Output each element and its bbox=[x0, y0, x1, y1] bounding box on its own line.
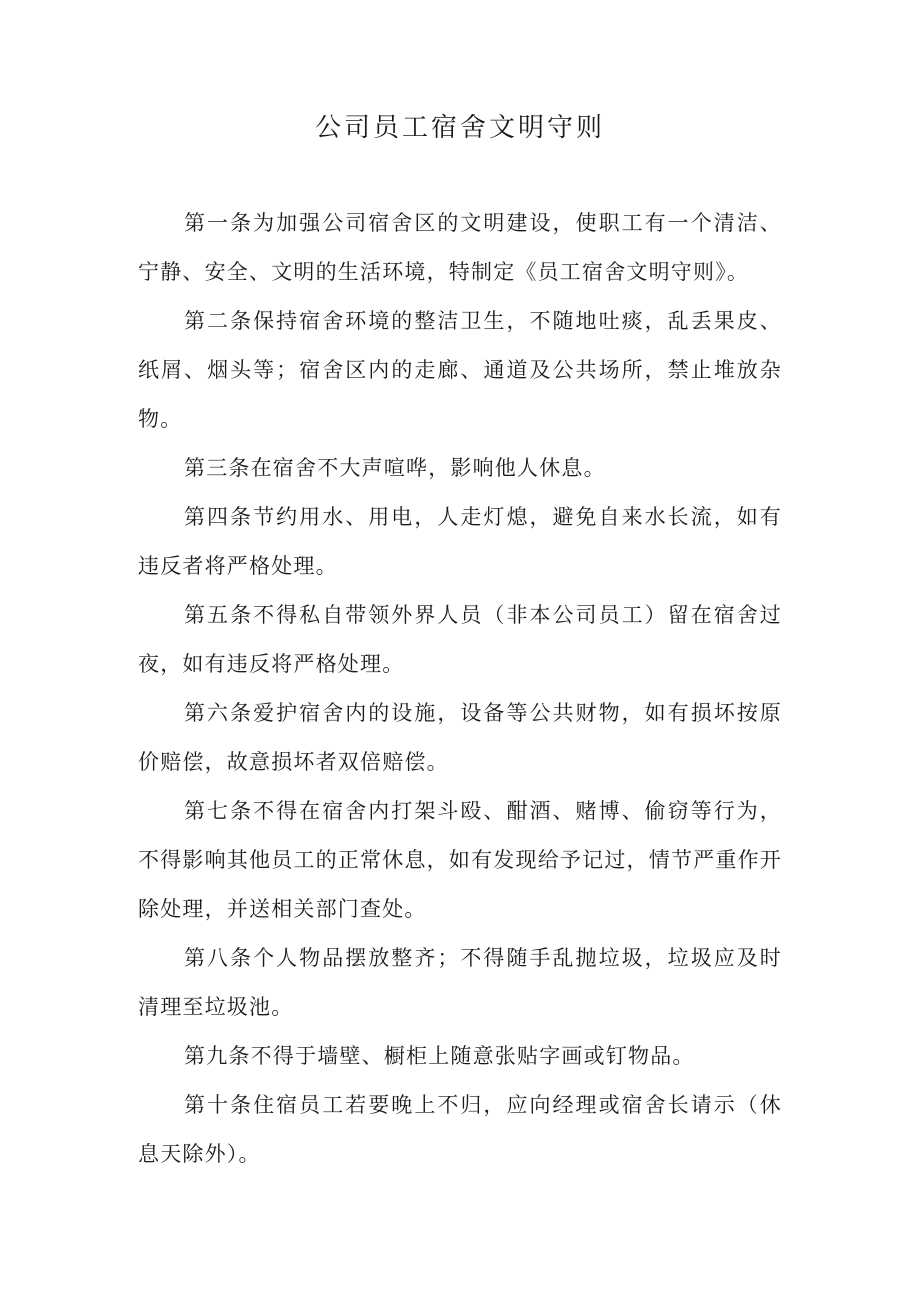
clause-10: 第十条住宿员工若要晚上不归，应向经理或宿舍长请示（休息天除外）。 bbox=[138, 1093, 782, 1166]
clause-5: 第五条不得私自带领外界人员（非本公司员工）留在宿舍过夜，如有违反将严格处理。 bbox=[138, 603, 782, 676]
clause-9: 第九条不得于墙壁、橱柜上随意张贴字画或钉物品。 bbox=[184, 1044, 695, 1068]
clause-2: 第二条保持宿舍环境的整洁卫生，不随地吐痰，乱丢果皮、纸屑、烟头等；宿舍区内的走廊、通道及公共场所，禁止堆放杂物。 bbox=[138, 309, 782, 431]
clause-4: 第四条节约用水、用电，人走灯熄，避免自来水长流，如有违反者将严格处理。 bbox=[138, 505, 782, 578]
clause-3: 第三条在宿舍不大声喧哗，影响他人休息。 bbox=[184, 456, 606, 480]
clause-8: 第八条个人物品摆放整齐；不得随手乱抛垃圾，垃圾应及时清理至垃圾池。 bbox=[138, 946, 782, 1019]
clause-1: 第一条为加强公司宿舍区的文明建设，使职工有一个清洁、宁静、安全、文明的生活环境，特制定《员工宿舍文明守则》。 bbox=[138, 211, 782, 284]
clause-7: 第七条不得在宿舍内打架斗殴、酣酒、赌博、偷窃等行为，不得影响其他员工的正常休息，如有发现给予记过，情节严重作开除处理，并送相关部门查处。 bbox=[138, 799, 782, 921]
document-body bbox=[138, 199, 782, 1179]
clause-6: 第六条爱护宿舍内的设施，设备等公共财物，如有损坏按原价赔偿，故意损坏者双倍赔偿。 bbox=[138, 701, 782, 774]
document-title: 公司员工宿舍文明守则 bbox=[314, 113, 605, 143]
